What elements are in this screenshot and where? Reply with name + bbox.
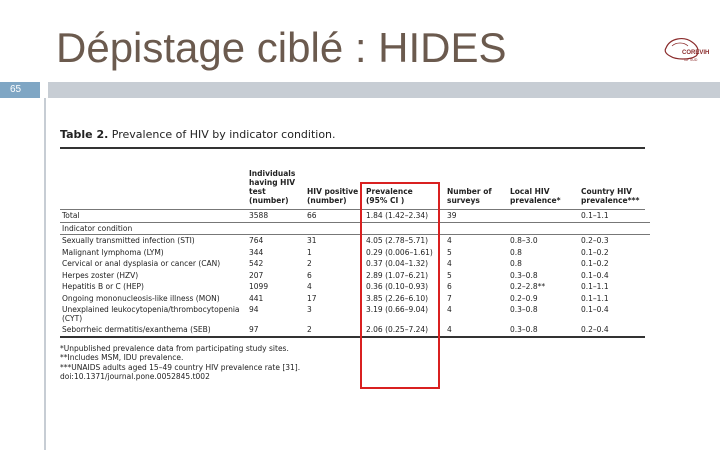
table-caption-text: Prevalence of HIV by indicator condition.: [111, 128, 336, 141]
footnote: ***UNAIDS adults aged 15–49 country HIV prevalence rate [31].: [60, 362, 301, 372]
header-prevalence-label: Prevalence: [366, 187, 413, 196]
indicator-heading: Indicator condition: [62, 223, 133, 233]
cell-country-prevalence: 0.1–1.1: [581, 293, 609, 303]
cell-local-prevalence: 0.2–2.8**: [510, 282, 546, 291]
cell-hiv-positive: 2: [307, 325, 312, 334]
cell-label: Malignant lymphoma (LYM): [62, 247, 164, 257]
cell-surveys: 4: [447, 305, 452, 314]
cell-local-prevalence: 0.8: [510, 247, 522, 257]
cell-surveys: 39: [447, 211, 457, 220]
cell-local-prevalence: 0.2–0.9: [510, 293, 538, 303]
header-individuals: [249, 169, 307, 205]
prevalence-highlight-box: [360, 182, 440, 389]
header-local-prevalence: Local HIV prevalence*: [510, 187, 561, 205]
cell-country-prevalence: 0.1–0.4: [581, 305, 609, 314]
cell-individuals: 207: [249, 270, 264, 280]
cell-prevalence: 3.85 (2.26–6.10): [366, 293, 429, 303]
cell-prevalence: 1.84 (1.42–2.34): [366, 211, 429, 220]
svg-text:IdF SUD: IdF SUD: [684, 58, 698, 62]
cell-label: Total: [62, 211, 80, 220]
header-prevalence-unit: (95% CI ): [366, 196, 405, 205]
header-individuals-label: Individuals having HIV test: [249, 169, 296, 196]
table-row: [60, 324, 650, 336]
header-bar: [48, 82, 720, 98]
cell-hiv-positive: 66: [307, 211, 317, 220]
svg-text:COREVIH: COREVIH: [682, 50, 710, 56]
cell-individuals: 1099: [249, 282, 269, 291]
cell-prevalence: 0.36 (0.10–0.93): [366, 282, 429, 291]
corevih-logo: [662, 34, 710, 68]
cell-hiv-positive: 1: [307, 247, 312, 257]
cell-local-prevalence: 0.3–0.8: [510, 305, 538, 314]
cell-local-prevalence: 0.3–0.8: [510, 325, 538, 334]
table-caption-label: Table 2.: [60, 128, 109, 141]
cell-label: Unexplained leukocytopenia/thrombocytopenia (CYT): [62, 305, 240, 323]
cell-prevalence: 2.89 (1.07–6.21): [366, 270, 429, 280]
cell-surveys: 6: [447, 282, 452, 291]
cell-label: Seborrheic dermatitis/exanthema (SEB): [62, 325, 211, 334]
slide-number: 65: [0, 82, 40, 98]
header-country-prevalence: Country HIV prevalence***: [581, 187, 640, 205]
header-hiv-positive-label: HIV positive: [307, 187, 359, 196]
cell-hiv-positive: 4: [307, 282, 312, 291]
cell-prevalence: 0.37 (0.04–1.32): [366, 259, 429, 268]
table-row: [60, 281, 650, 293]
cell-label: Hepatitis B or C (HEP): [62, 282, 144, 291]
cell-prevalence: 4.05 (2.78–5.71): [366, 236, 429, 245]
cell-hiv-positive: 17: [307, 293, 317, 303]
table-header: [60, 149, 650, 209]
cell-country-prevalence: 0.1–0.4: [581, 270, 609, 280]
footnote: **Includes MSM, IDU prevalence.: [60, 353, 184, 362]
cell-label: Sexually transmitted infection (STI): [62, 236, 195, 245]
table-row: [60, 235, 650, 247]
table-body: [60, 235, 650, 336]
cell-hiv-positive: 3: [307, 305, 312, 314]
table-bottom-rule: [60, 336, 645, 338]
header-individuals-unit: (number): [249, 196, 289, 205]
cell-prevalence: 3.19 (0.66–9.04): [366, 305, 429, 314]
table-caption: [60, 128, 650, 141]
cell-label: Ongoing mononucleosis-like illness (MON): [62, 293, 220, 303]
cell-country-prevalence: 0.2–0.4: [581, 325, 609, 334]
cell-local-prevalence: 0.8–3.0: [510, 236, 538, 245]
cell-individuals: 441: [249, 293, 264, 303]
table-figure: [60, 128, 650, 382]
cell-surveys: 7: [447, 293, 452, 303]
table-row: [60, 270, 650, 282]
header-hiv-positive-unit: (number): [307, 196, 347, 205]
cell-country-prevalence: 0.2–0.3: [581, 236, 609, 245]
table-row: [60, 258, 650, 270]
cell-label: Cervical or anal dysplasia or cancer (CAN): [62, 259, 221, 268]
table-footnotes: [60, 344, 650, 382]
cell-country-prevalence: 0.1–1.1: [581, 282, 609, 291]
cell-hiv-positive: 6: [307, 270, 312, 280]
cell-country-prevalence: 0.1–0.2: [581, 247, 609, 257]
cell-surveys: 4: [447, 259, 452, 268]
cell-individuals: 3588: [249, 211, 269, 220]
table-row: [60, 293, 650, 305]
table-row: [60, 304, 650, 324]
cell-individuals: 344: [249, 247, 264, 257]
cell-prevalence: 2.06 (0.25–7.24): [366, 325, 429, 334]
doi-reference: doi:10.1371/journal.pone.0052845.t002: [60, 372, 210, 381]
cell-local-prevalence: 0.3–0.8: [510, 270, 538, 280]
header-surveys: Number of surveys: [447, 187, 492, 205]
indicator-heading-row: [60, 222, 650, 236]
cell-hiv-positive: 31: [307, 236, 317, 245]
cell-country-prevalence: 0.1–1.1: [581, 211, 609, 220]
left-rule: [44, 98, 46, 450]
cell-prevalence: 0.29 (0.006–1.61): [366, 247, 433, 257]
table-row-total: [60, 210, 650, 222]
cell-surveys: 5: [447, 270, 452, 280]
cell-individuals: 94: [249, 305, 259, 314]
cell-local-prevalence: 0.8: [510, 259, 522, 268]
cell-label: Herpes zoster (HZV): [62, 270, 139, 280]
header-hiv-positive: [307, 187, 365, 205]
cell-surveys: 4: [447, 236, 452, 245]
cell-individuals: 97: [249, 325, 259, 334]
cell-individuals: 542: [249, 259, 264, 268]
slide-title: Dépistage ciblé : HIDES: [56, 24, 507, 71]
table-row: [60, 247, 650, 259]
cell-surveys: 4: [447, 325, 452, 334]
cell-country-prevalence: 0.1–0.2: [581, 259, 609, 268]
cell-hiv-positive: 2: [307, 259, 312, 268]
cell-individuals: 764: [249, 236, 264, 245]
cell-surveys: 5: [447, 247, 452, 257]
footnote: *Unpublished prevalence data from participating study sites.: [60, 343, 289, 353]
